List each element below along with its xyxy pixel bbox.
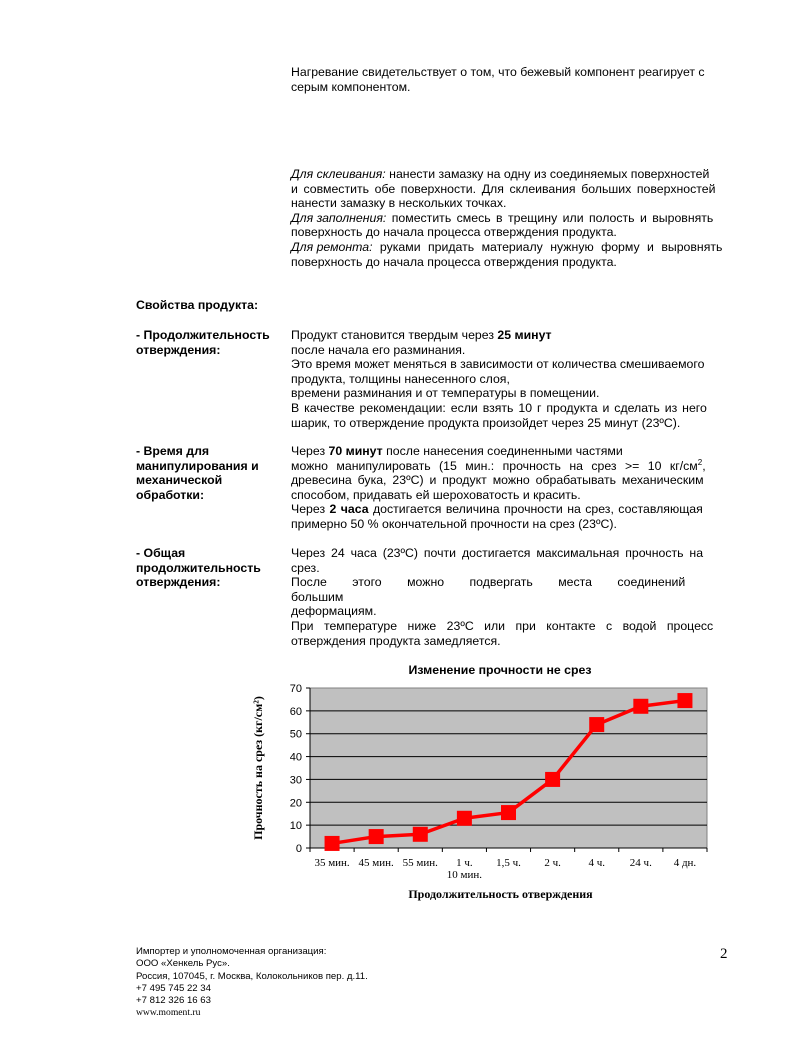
text-line: В качестве рекомендации: если взять 10 г продукта и сделать из него: [291, 400, 707, 415]
bold-text: 2 часа: [329, 502, 369, 517]
intro-line: серым компонентом.: [291, 79, 411, 94]
data-point-marker: [413, 827, 428, 842]
text: можно манипулировать (15 мин.: прочность на срез >= 10 кг/см: [291, 458, 698, 473]
x-tick-label: 45 мин.: [358, 857, 394, 869]
y-tick-label: 20: [289, 797, 302, 810]
footer-line: Россия, 107045, г. Москва, Колокольников пер. д.11.: [136, 970, 368, 982]
y-tick-label: 60: [289, 705, 302, 718]
page-number: 2: [720, 946, 728, 962]
y-tick-label: 0: [295, 843, 302, 855]
footer-line: +7 812 326 16 63: [136, 995, 211, 1007]
superscript: 2: [697, 457, 703, 467]
chart-title: Изменение прочности не срез: [408, 663, 592, 677]
glue-text: нанести замазку в нескольких точках.: [291, 196, 507, 211]
label-line: - Продолжительность: [136, 328, 270, 342]
text-line: древесина бука, 23ºC) и продукт можно обрабатывать механическим: [291, 473, 704, 488]
text: Через: [291, 444, 329, 458]
data-point-marker: [589, 717, 604, 732]
label-line: обработки:: [136, 487, 205, 502]
x-tick-label: 55 мин.: [402, 857, 438, 869]
label-line: - Время для: [136, 444, 210, 458]
glue-text: и совместить обе поверхности. Для склеивания больших поверхностей: [291, 181, 716, 196]
bold-text: 25 минут: [497, 328, 552, 342]
footer-line: ООО «Хенкель Рус».: [136, 958, 230, 970]
text-line: способом, придавать ей шероховатость и красить.: [291, 487, 581, 502]
text-line: Это время может меняться в зависимости от количества смешиваемого: [291, 357, 705, 372]
text-line: времени разминания и от температуры в помещении.: [291, 386, 600, 401]
y-tick-label: 70: [289, 683, 302, 695]
x-tick-label: 4 дн.: [673, 857, 697, 869]
fill-text: поверхность до начала процесса отверждения продукта.: [291, 225, 617, 240]
text-line: После этого можно подвергать места соединений большим: [291, 575, 686, 604]
fill-label: Для заполнения:: [291, 210, 387, 225]
text: достигается величина прочности на срез, составляющая: [368, 502, 703, 517]
x-axis-label: Продолжительность отверждения: [408, 887, 593, 901]
text-line: шарик, то отверждение продукта произойдет через 25 минут (23ºC).: [291, 415, 681, 430]
intro-line: Нагревание свидетельствует о том, что бежевый компонент реагирует с: [291, 65, 705, 79]
text-line: примерно 50 % окончательной прочности на срез (23ºC).: [291, 516, 617, 531]
data-point-marker: [501, 805, 516, 820]
footer-line: Импортер и уполномоченная организация:: [136, 946, 327, 957]
repair-text: руками придать материалу нужную форму и выровнять: [372, 239, 723, 254]
fill-text: поместить смесь в трещину или полость и выровнять: [386, 210, 714, 225]
text-line: срез.: [291, 560, 320, 575]
label-line: манипулирования и: [136, 458, 259, 473]
label-line: продолжительность: [136, 560, 261, 575]
label-line: - Общая: [136, 546, 186, 560]
glue-text: нанести замазку на одну из соединяемых поверхностей: [385, 167, 710, 181]
glue-label: Для склеивания:: [291, 167, 386, 181]
y-tick-label: 50: [289, 728, 302, 741]
text: после нанесения соединенными частями: [382, 444, 623, 458]
label-line: отверждения:: [136, 575, 221, 590]
bold-text: 70 минут: [328, 444, 383, 458]
text-line: Через 24 часа (23ºC) почти достигается максимальная прочность на: [291, 546, 704, 560]
data-point-marker: [325, 836, 340, 851]
x-tick-label: 1,5 ч.: [496, 857, 521, 869]
website-link[interactable]: www.moment.ru: [136, 1007, 201, 1019]
text: ,: [702, 458, 706, 473]
text-line: деформациям.: [291, 604, 377, 619]
y-axis-label: Прочность на срез (кг/см²): [251, 696, 265, 840]
repair-text: поверхность до начала процесса отверждения продукта.: [291, 254, 617, 269]
x-tick-label: 1 ч.: [456, 857, 473, 869]
label-line: механической: [136, 473, 223, 488]
footer-line: +7 495 745 22 34: [136, 982, 211, 994]
text-line: При температуре ниже 23ºC или при контакте с водой процесс: [291, 618, 714, 633]
text-line: отверждения продукта замедляется.: [291, 633, 501, 648]
x-tick-label: 4 ч.: [588, 857, 605, 869]
data-point-marker: [633, 699, 648, 714]
text: Продукт становится твердым через: [291, 328, 498, 342]
repair-label: Для ремонта:: [291, 239, 373, 254]
text: Через: [291, 502, 330, 517]
text-line: после начала его разминания.: [291, 342, 466, 357]
data-point-marker: [369, 829, 384, 844]
y-tick-label: 30: [289, 774, 302, 787]
x-tick-label: 2 ч.: [544, 857, 561, 869]
x-tick-label: 10 мин.: [446, 869, 483, 881]
properties-heading: Свойства продукта:: [136, 298, 259, 312]
data-point-marker: [545, 772, 560, 787]
x-tick-label: 24 ч.: [629, 857, 652, 869]
data-point-marker: [457, 811, 472, 826]
text-line: продукта, толщины нанесенного слоя,: [291, 371, 510, 386]
data-point-marker: [677, 693, 692, 708]
footer: [136, 946, 368, 1020]
y-tick-label: 40: [289, 751, 302, 764]
y-tick-label: 10: [289, 820, 302, 833]
label-line: отверждения:: [136, 342, 221, 357]
x-tick-label: 35 мин.: [314, 857, 350, 869]
